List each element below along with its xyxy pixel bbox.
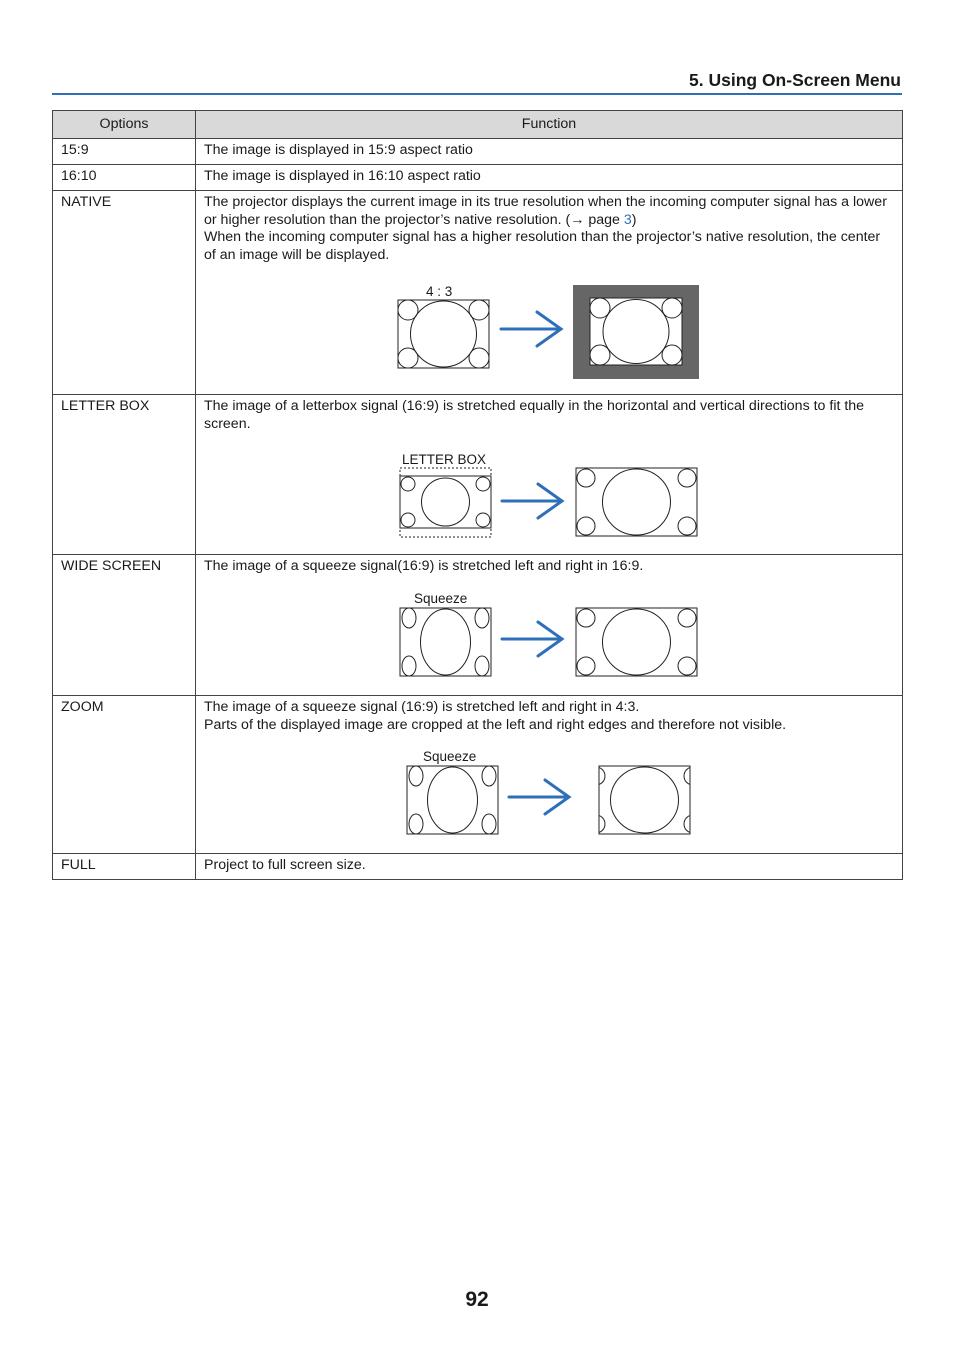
table-row [53,395,903,555]
right-arrow-icon [501,312,561,346]
table-row [53,139,903,165]
native-illustration [204,264,904,394]
right-arrow-icon [509,780,569,814]
right-arrow-icon [502,484,562,518]
result-screen [573,285,699,379]
table-row [53,555,903,696]
option-cell: 16:10 [53,165,196,191]
source-frame [400,468,491,537]
function-cell: Project to full screen size. [196,854,903,880]
page-number: 92 [465,1288,489,1311]
function-text-line2: When the incoming computer signal has a higher resolution than the projector’s native resolution, the center of an image will be displayed. [204,229,881,263]
zoom-diagram [204,734,894,852]
header-divider [52,93,902,95]
table-row [53,854,903,880]
figure-label: Squeeze [414,590,468,606]
result-screen [587,766,702,834]
function-cell: The image is displayed in 16:10 aspect ratio [196,165,903,191]
function-cell [196,191,903,395]
figure-label: LETTER BOX [402,452,487,467]
widescreen-illustration [204,576,904,691]
function-text: The image of a squeeze signal (16:9) is stretched left and right in 4:3. [204,699,640,715]
source-frame [398,300,489,368]
zoom-illustration [204,734,904,852]
right-arrow-icon [502,622,562,656]
table-header-row [53,111,903,139]
option-cell: ZOOM [53,696,196,854]
source-frame [400,608,491,676]
option-cell: WIDE SCREEN [53,555,196,696]
function-cell [196,555,903,696]
table-row [53,191,903,395]
option-cell: NATIVE [53,191,196,395]
letterbox-diagram [204,433,894,553]
widescreen-diagram [204,576,894,691]
page-reference-link[interactable]: 3 [623,211,632,228]
option-cell: LETTER BOX [53,395,196,555]
function-cell: The image is displayed in 15:9 aspect ratio [196,139,903,165]
function-text: The projector displays the current image in its true resolution when the incoming computer signal has a lower or higher resolution than the projector’s native resolution. (→ page 3) [204,194,887,228]
result-screen [576,468,697,536]
table-row [53,696,903,854]
letterbox-illustration [204,433,904,553]
figure-label: Squeeze [423,749,477,764]
function-cell [196,696,903,854]
figure-label: 4 : 3 [426,284,453,299]
table-row [53,165,903,191]
function-cell [196,395,903,555]
function-text-line2: Parts of the displayed image are cropped at the left and right edges and therefore not visible. [204,716,787,733]
section-title: 5. Using On-Screen Menu [689,70,901,90]
native-diagram [204,264,894,394]
option-cell: 15:9 [53,139,196,165]
options-column-header: Options [53,111,196,139]
source-frame [407,766,498,834]
result-screen [576,608,697,676]
function-text: The image of a letterbox signal (16:9) is stretched equally in the horizontal and vertical directions to fit the screen. [204,398,865,432]
function-text: The image of a squeeze signal(16:9) is stretched left and right in 16:9. [204,558,644,574]
options-table [52,110,903,880]
option-cell: FULL [53,854,196,880]
function-column-header: Function [196,111,903,139]
